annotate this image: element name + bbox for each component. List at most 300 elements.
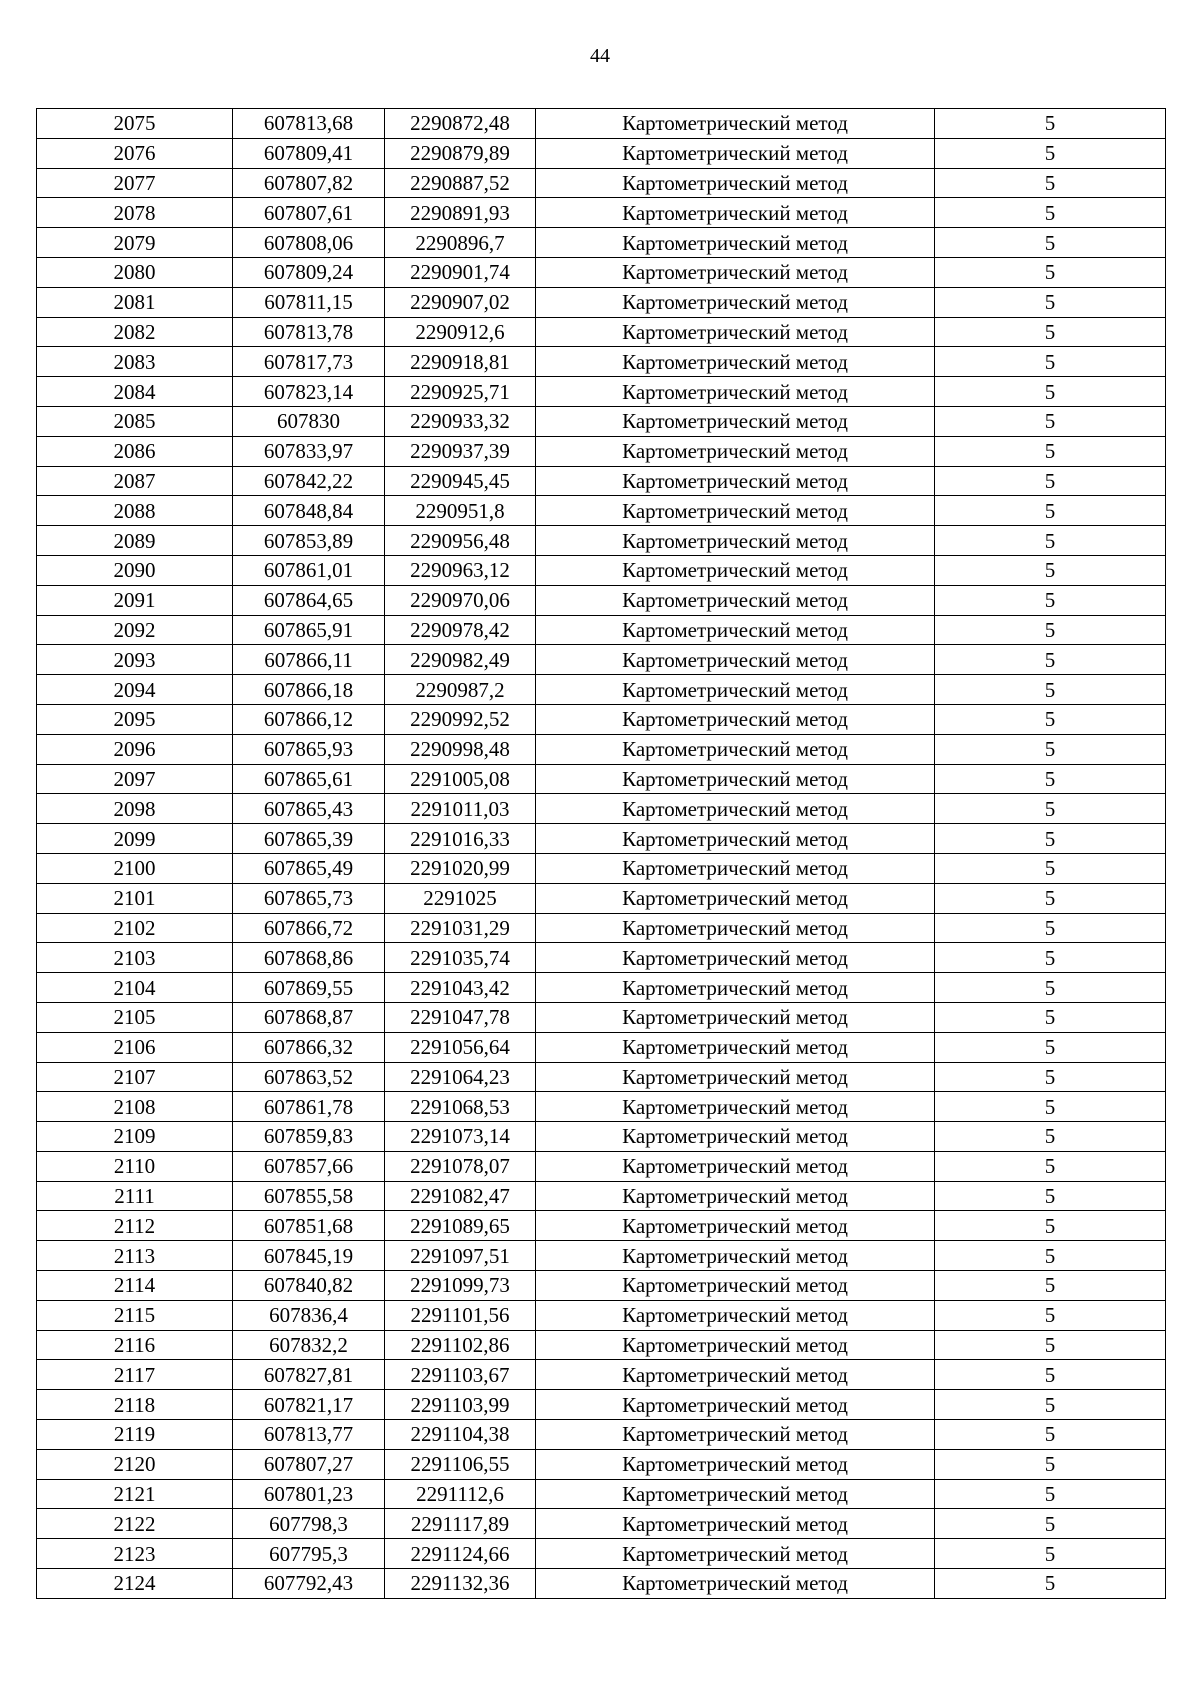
x-coordinate-cell: 607807,61	[233, 198, 385, 228]
y-coordinate-cell: 2291047,78	[385, 1002, 536, 1032]
point-number-cell: 2109	[37, 1122, 233, 1152]
accuracy-cell: 5	[935, 228, 1166, 258]
y-coordinate-cell: 2291025	[385, 883, 536, 913]
point-number-cell: 2107	[37, 1062, 233, 1092]
table-row	[37, 109, 1166, 139]
method-cell: Картометрический метод	[536, 734, 935, 764]
accuracy-cell: 5	[935, 764, 1166, 794]
x-coordinate-cell: 607857,66	[233, 1151, 385, 1181]
accuracy-cell: 5	[935, 1002, 1166, 1032]
accuracy-cell: 5	[935, 883, 1166, 913]
y-coordinate-cell: 2291020,99	[385, 853, 536, 883]
x-coordinate-cell: 607798,3	[233, 1509, 385, 1539]
y-coordinate-cell: 2291124,66	[385, 1539, 536, 1569]
point-number-cell: 2102	[37, 913, 233, 943]
y-coordinate-cell: 2291073,14	[385, 1122, 536, 1152]
y-coordinate-cell: 2290963,12	[385, 555, 536, 585]
table-row	[37, 1449, 1166, 1479]
table-row	[37, 287, 1166, 317]
point-number-cell: 2086	[37, 436, 233, 466]
table-row	[37, 1509, 1166, 1539]
x-coordinate-cell: 607865,93	[233, 734, 385, 764]
point-number-cell: 2078	[37, 198, 233, 228]
table-row	[37, 1151, 1166, 1181]
accuracy-cell: 5	[935, 1241, 1166, 1271]
method-cell: Картометрический метод	[536, 406, 935, 436]
coordinates-table	[36, 108, 1166, 1599]
method-cell: Картометрический метод	[536, 1002, 935, 1032]
point-number-cell: 2103	[37, 943, 233, 973]
table-row	[37, 585, 1166, 615]
y-coordinate-cell: 2290907,02	[385, 287, 536, 317]
accuracy-cell: 5	[935, 1569, 1166, 1599]
method-cell: Картометрический метод	[536, 1300, 935, 1330]
y-coordinate-cell: 2291102,86	[385, 1330, 536, 1360]
y-coordinate-cell: 2291089,65	[385, 1211, 536, 1241]
table-row	[37, 1539, 1166, 1569]
x-coordinate-cell: 607813,77	[233, 1420, 385, 1450]
x-coordinate-cell: 607851,68	[233, 1211, 385, 1241]
method-cell: Картометрический метод	[536, 1569, 935, 1599]
accuracy-cell: 5	[935, 138, 1166, 168]
accuracy-cell: 5	[935, 466, 1166, 496]
point-number-cell: 2099	[37, 824, 233, 854]
point-number-cell: 2111	[37, 1181, 233, 1211]
y-coordinate-cell: 2290925,71	[385, 377, 536, 407]
method-cell: Картометрический метод	[536, 1151, 935, 1181]
accuracy-cell: 5	[935, 824, 1166, 854]
accuracy-cell: 5	[935, 1360, 1166, 1390]
method-cell: Картометрический метод	[536, 287, 935, 317]
accuracy-cell: 5	[935, 1509, 1166, 1539]
point-number-cell: 2091	[37, 585, 233, 615]
x-coordinate-cell: 607865,49	[233, 853, 385, 883]
method-cell: Картометрический метод	[536, 1122, 935, 1152]
method-cell: Картометрический метод	[536, 704, 935, 734]
point-number-cell: 2094	[37, 675, 233, 705]
y-coordinate-cell: 2291117,89	[385, 1509, 536, 1539]
y-coordinate-cell: 2291082,47	[385, 1181, 536, 1211]
y-coordinate-cell: 2290945,45	[385, 466, 536, 496]
accuracy-cell: 5	[935, 1151, 1166, 1181]
x-coordinate-cell: 607830	[233, 406, 385, 436]
y-coordinate-cell: 2290891,93	[385, 198, 536, 228]
table-row	[37, 1420, 1166, 1450]
table-row	[37, 1390, 1166, 1420]
point-number-cell: 2097	[37, 764, 233, 794]
point-number-cell: 2105	[37, 1002, 233, 1032]
point-number-cell: 2089	[37, 526, 233, 556]
method-cell: Картометрический метод	[536, 913, 935, 943]
table-row	[37, 675, 1166, 705]
point-number-cell: 2082	[37, 317, 233, 347]
table-row	[37, 734, 1166, 764]
table-row	[37, 1211, 1166, 1241]
x-coordinate-cell: 607865,61	[233, 764, 385, 794]
x-coordinate-cell: 607866,11	[233, 645, 385, 675]
accuracy-cell: 5	[935, 1300, 1166, 1330]
point-number-cell: 2114	[37, 1271, 233, 1301]
method-cell: Картометрический метод	[536, 764, 935, 794]
method-cell: Картометрический метод	[536, 675, 935, 705]
accuracy-cell: 5	[935, 585, 1166, 615]
method-cell: Картометрический метод	[536, 1092, 935, 1122]
y-coordinate-cell: 2290901,74	[385, 257, 536, 287]
y-coordinate-cell: 2291064,23	[385, 1062, 536, 1092]
table-row	[37, 198, 1166, 228]
table-row	[37, 1062, 1166, 1092]
accuracy-cell: 5	[935, 377, 1166, 407]
method-cell: Картометрический метод	[536, 1241, 935, 1271]
accuracy-cell: 5	[935, 198, 1166, 228]
accuracy-cell: 5	[935, 913, 1166, 943]
y-coordinate-cell: 2291103,67	[385, 1360, 536, 1390]
table-row	[37, 466, 1166, 496]
point-number-cell: 2085	[37, 406, 233, 436]
method-cell: Картометрический метод	[536, 496, 935, 526]
x-coordinate-cell: 607813,78	[233, 317, 385, 347]
y-coordinate-cell: 2290933,32	[385, 406, 536, 436]
table-row	[37, 496, 1166, 526]
accuracy-cell: 5	[935, 794, 1166, 824]
accuracy-cell: 5	[935, 555, 1166, 585]
x-coordinate-cell: 607865,43	[233, 794, 385, 824]
method-cell: Картометрический метод	[536, 794, 935, 824]
x-coordinate-cell: 607808,06	[233, 228, 385, 258]
accuracy-cell: 5	[935, 257, 1166, 287]
x-coordinate-cell: 607807,27	[233, 1449, 385, 1479]
method-cell: Картометрический метод	[536, 526, 935, 556]
method-cell: Картометрический метод	[536, 1479, 935, 1509]
x-coordinate-cell: 607821,17	[233, 1390, 385, 1420]
x-coordinate-cell: 607842,22	[233, 466, 385, 496]
method-cell: Картометрический метод	[536, 347, 935, 377]
x-coordinate-cell: 607811,15	[233, 287, 385, 317]
y-coordinate-cell: 2290887,52	[385, 168, 536, 198]
x-coordinate-cell: 607865,73	[233, 883, 385, 913]
point-number-cell: 2104	[37, 973, 233, 1003]
y-coordinate-cell: 2290912,6	[385, 317, 536, 347]
point-number-cell: 2096	[37, 734, 233, 764]
point-number-cell: 2117	[37, 1360, 233, 1390]
point-number-cell: 2076	[37, 138, 233, 168]
table-row	[37, 1300, 1166, 1330]
point-number-cell: 2116	[37, 1330, 233, 1360]
table-row	[37, 973, 1166, 1003]
x-coordinate-cell: 607859,83	[233, 1122, 385, 1152]
y-coordinate-cell: 2290998,48	[385, 734, 536, 764]
accuracy-cell: 5	[935, 704, 1166, 734]
accuracy-cell: 5	[935, 109, 1166, 139]
y-coordinate-cell: 2290896,7	[385, 228, 536, 258]
x-coordinate-cell: 607809,41	[233, 138, 385, 168]
accuracy-cell: 5	[935, 1092, 1166, 1122]
method-cell: Картометрический метод	[536, 1390, 935, 1420]
method-cell: Картометрический метод	[536, 1420, 935, 1450]
point-number-cell: 2087	[37, 466, 233, 496]
y-coordinate-cell: 2291005,08	[385, 764, 536, 794]
x-coordinate-cell: 607817,73	[233, 347, 385, 377]
y-coordinate-cell: 2291035,74	[385, 943, 536, 973]
point-number-cell: 2124	[37, 1569, 233, 1599]
point-number-cell: 2122	[37, 1509, 233, 1539]
table-row	[37, 1002, 1166, 1032]
method-cell: Картометрический метод	[536, 615, 935, 645]
x-coordinate-cell: 607868,87	[233, 1002, 385, 1032]
x-coordinate-cell: 607861,01	[233, 555, 385, 585]
x-coordinate-cell: 607865,39	[233, 824, 385, 854]
method-cell: Картометрический метод	[536, 1509, 935, 1539]
x-coordinate-cell: 607840,82	[233, 1271, 385, 1301]
y-coordinate-cell: 2291132,36	[385, 1569, 536, 1599]
y-coordinate-cell: 2290992,52	[385, 704, 536, 734]
table-row	[37, 1271, 1166, 1301]
point-number-cell: 2101	[37, 883, 233, 913]
accuracy-cell: 5	[935, 436, 1166, 466]
x-coordinate-cell: 607823,14	[233, 377, 385, 407]
x-coordinate-cell: 607866,32	[233, 1032, 385, 1062]
point-number-cell: 2100	[37, 853, 233, 883]
accuracy-cell: 5	[935, 1032, 1166, 1062]
method-cell: Картометрический метод	[536, 555, 935, 585]
table-row	[37, 436, 1166, 466]
y-coordinate-cell: 2291103,99	[385, 1390, 536, 1420]
accuracy-cell: 5	[935, 675, 1166, 705]
x-coordinate-cell: 607848,84	[233, 496, 385, 526]
x-coordinate-cell: 607866,12	[233, 704, 385, 734]
point-number-cell: 2077	[37, 168, 233, 198]
method-cell: Картометрический метод	[536, 138, 935, 168]
accuracy-cell: 5	[935, 853, 1166, 883]
page-number: 44	[590, 45, 610, 67]
table-row	[37, 406, 1166, 436]
point-number-cell: 2123	[37, 1539, 233, 1569]
x-coordinate-cell: 607866,18	[233, 675, 385, 705]
method-cell: Картометрический метод	[536, 168, 935, 198]
accuracy-cell: 5	[935, 615, 1166, 645]
table-row	[37, 1479, 1166, 1509]
x-coordinate-cell: 607813,68	[233, 109, 385, 139]
x-coordinate-cell: 607832,2	[233, 1330, 385, 1360]
point-number-cell: 2115	[37, 1300, 233, 1330]
x-coordinate-cell: 607809,24	[233, 257, 385, 287]
accuracy-cell: 5	[935, 1330, 1166, 1360]
y-coordinate-cell: 2291043,42	[385, 973, 536, 1003]
x-coordinate-cell: 607861,78	[233, 1092, 385, 1122]
accuracy-cell: 5	[935, 973, 1166, 1003]
accuracy-cell: 5	[935, 526, 1166, 556]
point-number-cell: 2113	[37, 1241, 233, 1271]
point-number-cell: 2106	[37, 1032, 233, 1062]
method-cell: Картометрический метод	[536, 436, 935, 466]
method-cell: Картометрический метод	[536, 257, 935, 287]
point-number-cell: 2118	[37, 1390, 233, 1420]
accuracy-cell: 5	[935, 943, 1166, 973]
table-row	[37, 347, 1166, 377]
y-coordinate-cell: 2290918,81	[385, 347, 536, 377]
accuracy-cell: 5	[935, 317, 1166, 347]
method-cell: Картометрический метод	[536, 853, 935, 883]
method-cell: Картометрический метод	[536, 1062, 935, 1092]
point-number-cell: 2119	[37, 1420, 233, 1450]
method-cell: Картометрический метод	[536, 1449, 935, 1479]
method-cell: Картометрический метод	[536, 228, 935, 258]
x-coordinate-cell: 607855,58	[233, 1181, 385, 1211]
method-cell: Картометрический метод	[536, 466, 935, 496]
table-row	[37, 883, 1166, 913]
table-row	[37, 138, 1166, 168]
y-coordinate-cell: 2291097,51	[385, 1241, 536, 1271]
point-number-cell: 2080	[37, 257, 233, 287]
point-number-cell: 2090	[37, 555, 233, 585]
point-number-cell: 2084	[37, 377, 233, 407]
method-cell: Картометрический метод	[536, 1330, 935, 1360]
accuracy-cell: 5	[935, 496, 1166, 526]
accuracy-cell: 5	[935, 1479, 1166, 1509]
accuracy-cell: 5	[935, 1181, 1166, 1211]
y-coordinate-cell: 2291104,38	[385, 1420, 536, 1450]
table-row	[37, 824, 1166, 854]
table-row	[37, 1241, 1166, 1271]
accuracy-cell: 5	[935, 1449, 1166, 1479]
y-coordinate-cell: 2290879,89	[385, 138, 536, 168]
table-row	[37, 794, 1166, 824]
x-coordinate-cell: 607807,82	[233, 168, 385, 198]
method-cell: Картометрический метод	[536, 377, 935, 407]
table-row	[37, 615, 1166, 645]
method-cell: Картометрический метод	[536, 824, 935, 854]
y-coordinate-cell: 2291078,07	[385, 1151, 536, 1181]
point-number-cell: 2088	[37, 496, 233, 526]
point-number-cell: 2112	[37, 1211, 233, 1241]
table-row	[37, 1181, 1166, 1211]
point-number-cell: 2075	[37, 109, 233, 139]
method-cell: Картометрический метод	[536, 645, 935, 675]
x-coordinate-cell: 607863,52	[233, 1062, 385, 1092]
table-row	[37, 317, 1166, 347]
table-row	[37, 257, 1166, 287]
table-row	[37, 168, 1166, 198]
table-row	[37, 1360, 1166, 1390]
x-coordinate-cell: 607792,43	[233, 1569, 385, 1599]
y-coordinate-cell: 2291011,03	[385, 794, 536, 824]
y-coordinate-cell: 2291099,73	[385, 1271, 536, 1301]
table-row	[37, 377, 1166, 407]
method-cell: Картометрический метод	[536, 1211, 935, 1241]
table-row	[37, 943, 1166, 973]
table-row	[37, 764, 1166, 794]
point-number-cell: 2098	[37, 794, 233, 824]
table-row	[37, 645, 1166, 675]
x-coordinate-cell: 607866,72	[233, 913, 385, 943]
point-number-cell: 2120	[37, 1449, 233, 1479]
y-coordinate-cell: 2290982,49	[385, 645, 536, 675]
x-coordinate-cell: 607868,86	[233, 943, 385, 973]
table-row	[37, 1330, 1166, 1360]
accuracy-cell: 5	[935, 1122, 1166, 1152]
x-coordinate-cell: 607827,81	[233, 1360, 385, 1390]
point-number-cell: 2083	[37, 347, 233, 377]
table-row	[37, 526, 1166, 556]
method-cell: Картометрический метод	[536, 1181, 935, 1211]
y-coordinate-cell: 2291112,6	[385, 1479, 536, 1509]
method-cell: Картометрический метод	[536, 1271, 935, 1301]
method-cell: Картометрический метод	[536, 973, 935, 1003]
method-cell: Картометрический метод	[536, 198, 935, 228]
table-row	[37, 1092, 1166, 1122]
y-coordinate-cell: 2291101,56	[385, 1300, 536, 1330]
point-number-cell: 2108	[37, 1092, 233, 1122]
y-coordinate-cell: 2290937,39	[385, 436, 536, 466]
point-number-cell: 2095	[37, 704, 233, 734]
x-coordinate-cell: 607836,4	[233, 1300, 385, 1330]
table-row	[37, 1569, 1166, 1599]
point-number-cell: 2079	[37, 228, 233, 258]
y-coordinate-cell: 2290872,48	[385, 109, 536, 139]
x-coordinate-cell: 607869,55	[233, 973, 385, 1003]
x-coordinate-cell: 607795,3	[233, 1539, 385, 1569]
y-coordinate-cell: 2290956,48	[385, 526, 536, 556]
y-coordinate-cell: 2291106,55	[385, 1449, 536, 1479]
accuracy-cell: 5	[935, 347, 1166, 377]
x-coordinate-cell: 607801,23	[233, 1479, 385, 1509]
point-number-cell: 2092	[37, 615, 233, 645]
x-coordinate-cell: 607833,97	[233, 436, 385, 466]
method-cell: Картометрический метод	[536, 883, 935, 913]
accuracy-cell: 5	[935, 1539, 1166, 1569]
accuracy-cell: 5	[935, 1420, 1166, 1450]
method-cell: Картометрический метод	[536, 1032, 935, 1062]
table-row	[37, 1122, 1166, 1152]
x-coordinate-cell: 607864,65	[233, 585, 385, 615]
table-row	[37, 228, 1166, 258]
table-row	[37, 913, 1166, 943]
x-coordinate-cell: 607853,89	[233, 526, 385, 556]
method-cell: Картометрический метод	[536, 943, 935, 973]
accuracy-cell: 5	[935, 645, 1166, 675]
x-coordinate-cell: 607845,19	[233, 1241, 385, 1271]
accuracy-cell: 5	[935, 1062, 1166, 1092]
table-row	[37, 704, 1166, 734]
accuracy-cell: 5	[935, 168, 1166, 198]
method-cell: Картометрический метод	[536, 585, 935, 615]
y-coordinate-cell: 2291016,33	[385, 824, 536, 854]
accuracy-cell: 5	[935, 1271, 1166, 1301]
table-row	[37, 1032, 1166, 1062]
y-coordinate-cell: 2290970,06	[385, 585, 536, 615]
table-row	[37, 853, 1166, 883]
accuracy-cell: 5	[935, 287, 1166, 317]
x-coordinate-cell: 607865,91	[233, 615, 385, 645]
method-cell: Картометрический метод	[536, 317, 935, 347]
method-cell: Картометрический метод	[536, 109, 935, 139]
point-number-cell: 2110	[37, 1151, 233, 1181]
y-coordinate-cell: 2291068,53	[385, 1092, 536, 1122]
accuracy-cell: 5	[935, 1211, 1166, 1241]
y-coordinate-cell: 2290951,8	[385, 496, 536, 526]
point-number-cell: 2121	[37, 1479, 233, 1509]
point-number-cell: 2093	[37, 645, 233, 675]
y-coordinate-cell: 2291056,64	[385, 1032, 536, 1062]
table-row	[37, 555, 1166, 585]
point-number-cell: 2081	[37, 287, 233, 317]
y-coordinate-cell: 2290987,2	[385, 675, 536, 705]
method-cell: Картометрический метод	[536, 1539, 935, 1569]
coordinates-table-body	[37, 109, 1166, 1599]
accuracy-cell: 5	[935, 734, 1166, 764]
y-coordinate-cell: 2291031,29	[385, 913, 536, 943]
accuracy-cell: 5	[935, 1390, 1166, 1420]
